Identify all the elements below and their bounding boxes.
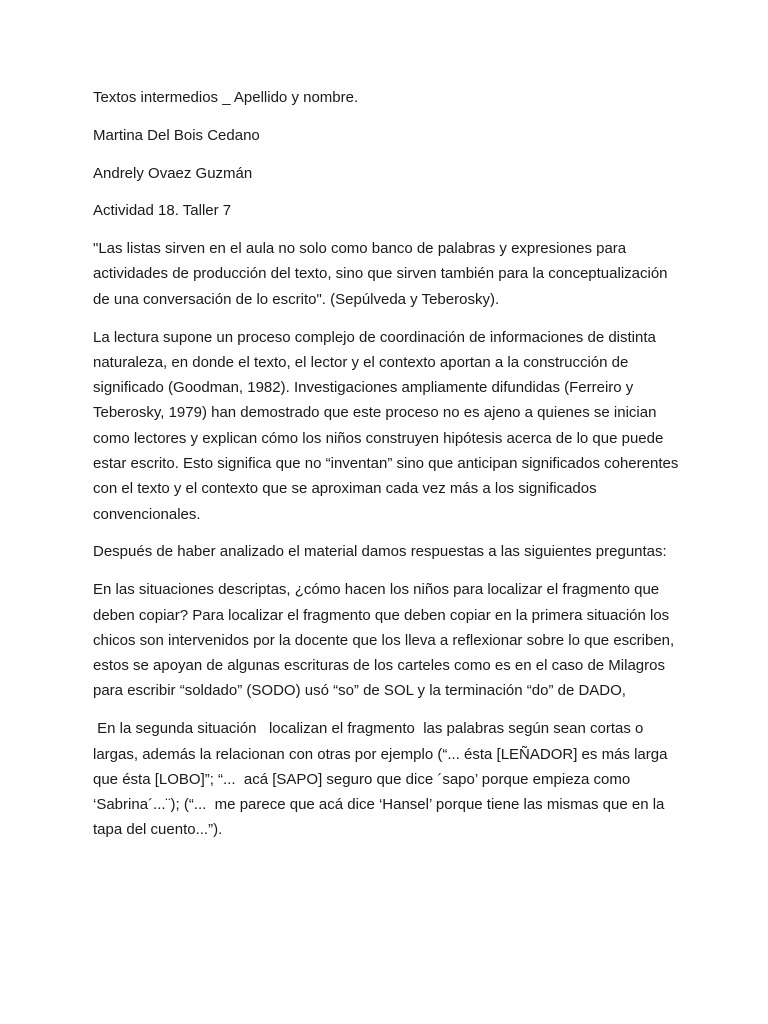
second-situation-paragraph: En la segunda situación localizan el fragmento las palabras según sean cortas o largas, además la relacionan con otras por ejemplo (“... ésta [LEÑADOR] es más larga que ésta [LOBO]”; “... acá [SAPO] seguro que dice ´sapo’ porque empieza como ‘Sabrina´...¨); (“... me parece que acá dice ‘Hansel’ porque tiene las mismas que en la tapa del cuento...”). [93, 720, 672, 839]
quote-paragraph: "Las listas sirven en el aula no solo como banco de palabras y expresiones para actividades de producción del texto, sino que sirven también para la conceptualización de una conversación de lo escrito". (Sepúlveda y Teberosky). [93, 240, 668, 308]
first-situation-paragraph: En las situaciones descriptas, ¿cómo hacen los niños para localizar el fragmento que deben copiar? Para localizar el fragmento que deben copiar en la primera situación los chicos son intervenidos por la docente que los lleva a reflexionar sobre lo que escriben, estos se apoyan de algunas escrituras de los carteles como es en el caso de Milagros para escribir “soldado” (SODO) usó “so” de SOL y la terminación “do” de DADO, [93, 581, 675, 700]
author-name-1: Martina Del Bois Cedano [93, 126, 260, 144]
author-name-2: Andrely Ovaez Guzmán [93, 164, 253, 182]
document-header-line: Textos intermedios _ Apellido y nombre. [93, 89, 359, 106]
document-body [93, 85, 683, 855]
questions-intro-paragraph: Después de haber analizado el material damos respuestas a las siguientes preguntas: [93, 543, 667, 561]
reading-process-paragraph: La lectura supone un proceso complejo de coordinación de informaciones de distinta naturaleza, en donde el texto, el lector y el contexto aportan a la construcción de significado (Goodman, 1982). Investigaciones ampliamente difundidas (Ferreiro y Teberosky, 1979) han demostrado que este proceso no es ajeno a quienes se inician como lectores y explican cómo los niños construyen hipótesis acerca de lo que puede estar escrito. Esto significa que no “inventan” sino que anticipan significados coherentes con el texto y el contexto que se aproximan cada vez más a los significados convencionales. [93, 328, 679, 523]
activity-label: Actividad 18. Taller 7 [93, 202, 232, 220]
